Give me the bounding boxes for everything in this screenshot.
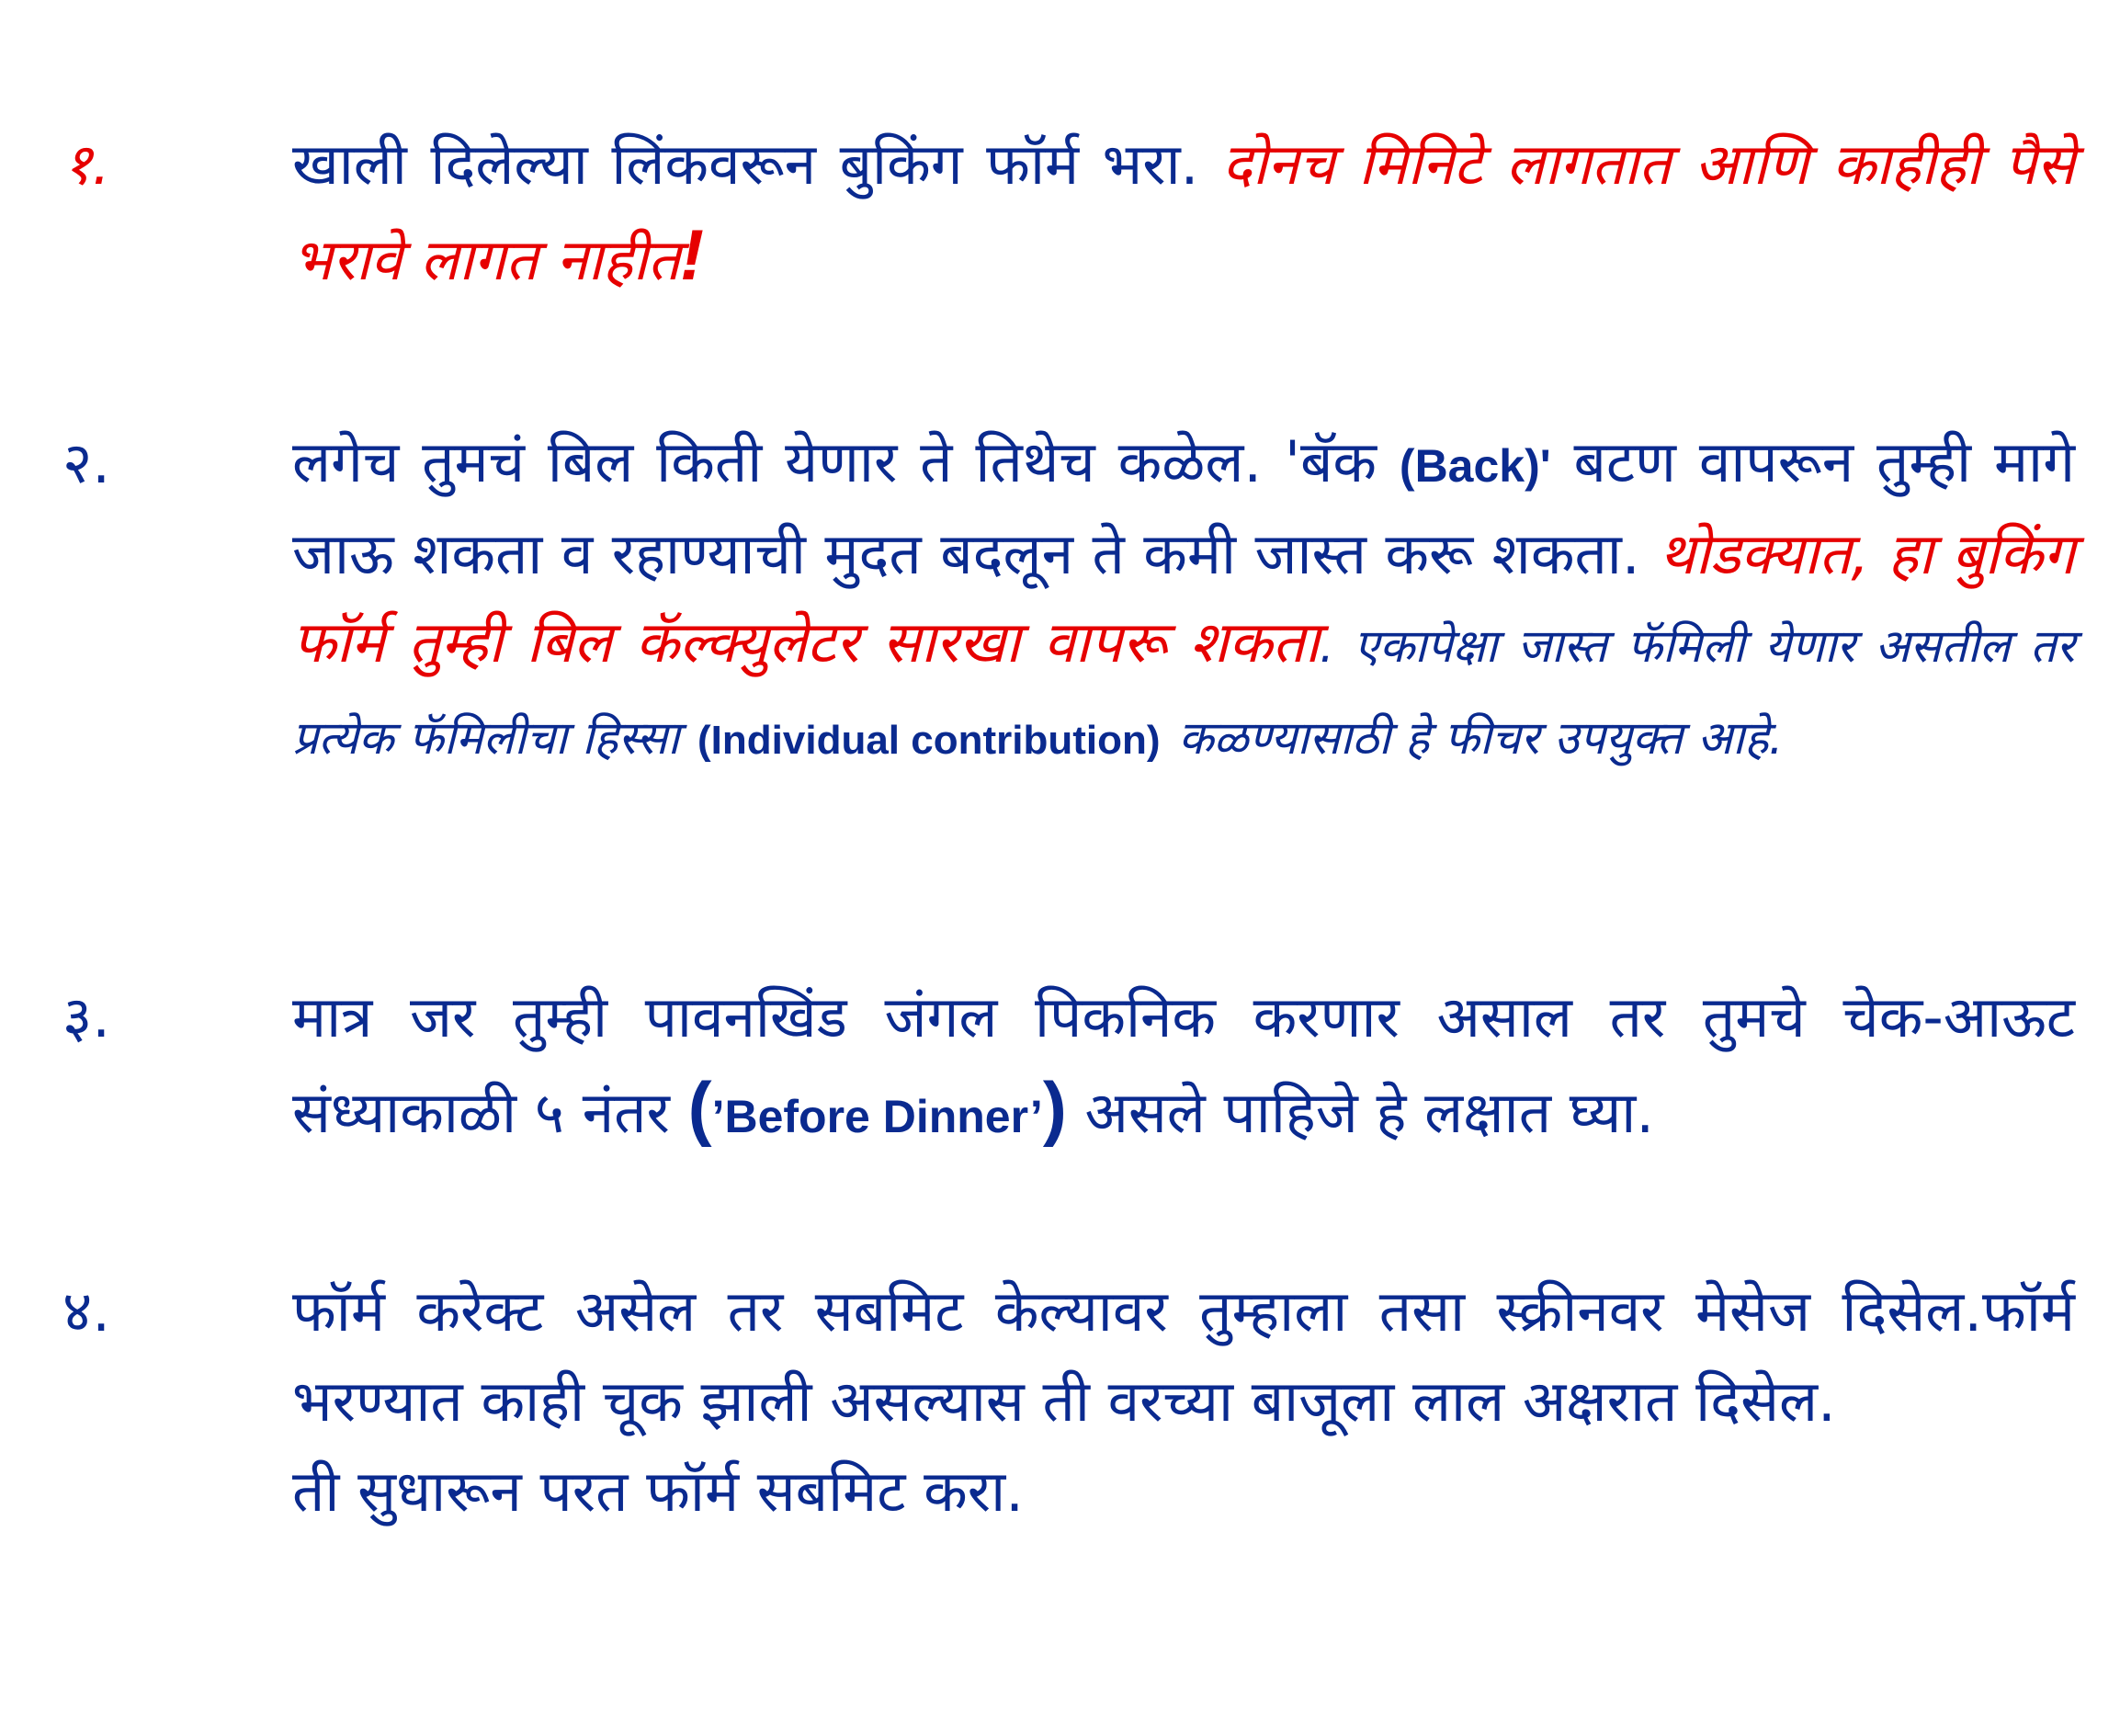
item-number: २. (62, 429, 110, 496)
individual-contribution-label: (Individual contribution) (697, 718, 1161, 763)
item-number: ३. (62, 983, 110, 1050)
item-text-part-b: ती सुधारून परत फॉर्म सबमिट करा. (292, 1458, 1024, 1525)
item-text-part-a: लगेच तुमचं बिल किती येणार ते तिथेच कळेल. 'बॅक (292, 428, 1377, 495)
item-text-part-d: कळण्यासाठी हे फीचर उपयुक्त आहे. (1178, 711, 1784, 765)
back-label: (Back)' (1399, 440, 1551, 492)
item-text-part-a: मात्र जर तुम्ही पावनखिंड जंगल पिकनिक करणार असाल तर तुमचे चेक-आऊट संध्याकाळी ५ नंतर (292, 983, 2075, 1146)
item-text-part-c: . एकापेक्षा जास्त फॅमिली येणार असतील तर प्रत्येक फॅमिलीचा हिस्सा (292, 619, 2075, 765)
item-text-highlight: दोनच मिनिटे लागतात आणि काहीही पैसे भरावे लागत नाहीत (292, 130, 2075, 293)
item-number: १. (62, 130, 110, 198)
item-text-part-a: फॉर्म करेक्ट असेल तर सबमिट केल्यावर तुम्हाला तसा स्क्रीनवर मेसेज दिसेल.फॉर्म भरण्यात काही चूक झाली असल्यास ती वरच्या बाजूला लाल अक्षरात दिसेल. (292, 1277, 2075, 1435)
paren-open: ( (687, 1067, 712, 1148)
item-text-part-b: असले पाहिजे हे लक्षात घ्या. (1084, 1079, 1655, 1146)
item-text (292, 119, 2075, 305)
item-number: ४. (62, 1277, 110, 1345)
item-text (292, 972, 2075, 1162)
item-text-main: खाली दिलेल्या लिंकवरून बुकिंग फॉर्म भरा. (292, 130, 1199, 198)
paren-close: ) (1042, 1067, 1067, 1148)
item-text (292, 1266, 2075, 1537)
item-text-part-b: बटण वापरून तुम्ही मागे जाऊ शकता व रहाण्याची मुदत बदलून ते कमी जास्त करू शकता. (292, 428, 2076, 587)
before-dinner-label: ’Before Dinner’ (711, 1091, 1043, 1142)
item-text (292, 418, 2075, 785)
item-text-highlight: थोडक्यात, हा बुकिंग फॉर्म तुम्ही बिल कॅल्क्युलेटर सारखा वापरू शकता (292, 520, 2075, 675)
exclamation-mark: ! (680, 214, 705, 295)
